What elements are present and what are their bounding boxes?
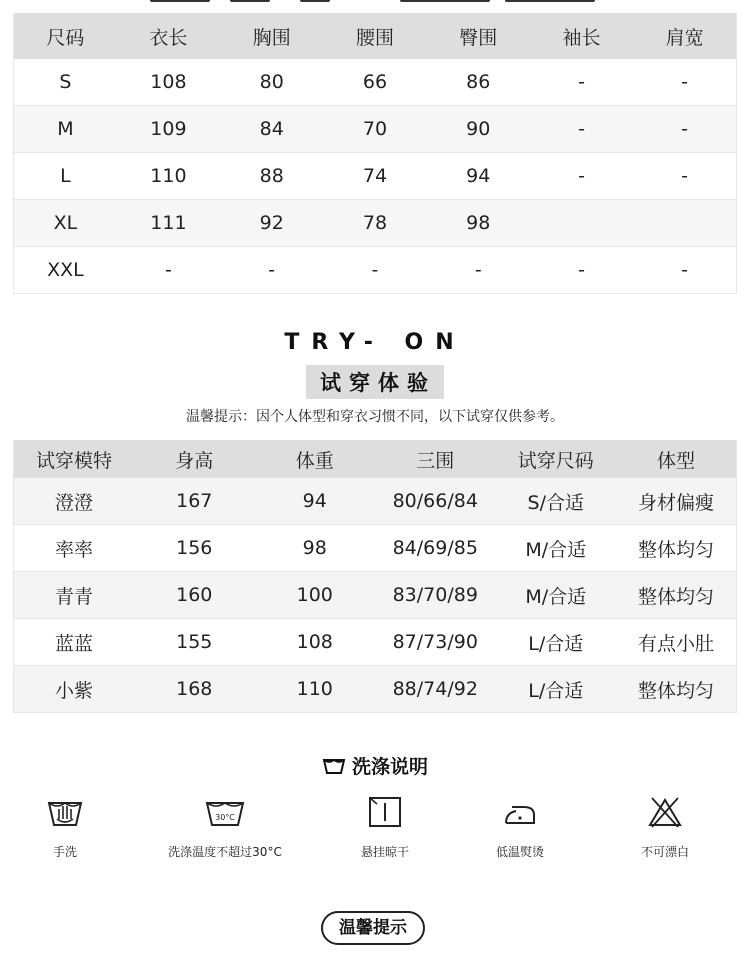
- table-cell: 98: [427, 200, 530, 247]
- table-cell: 小紫: [14, 666, 135, 713]
- table-row: [14, 59, 737, 106]
- table-cell: 94: [427, 153, 530, 200]
- table-cell: 160: [134, 572, 255, 619]
- table-cell: 109: [117, 106, 220, 153]
- tryon-tip: 温馨提示：因个人体型和穿衣习惯不同，以下试穿仅供参考。: [186, 409, 564, 425]
- table-row: [14, 106, 737, 153]
- header-cell: 肩宽: [633, 13, 736, 59]
- table-cell: 66: [323, 59, 426, 106]
- table-cell: 168: [134, 666, 255, 713]
- table-row: [14, 153, 737, 200]
- table-cell: 108: [255, 619, 376, 666]
- table-cell: L/合适: [496, 666, 617, 713]
- care-label: 手洗: [52, 845, 77, 859]
- header-cell: 试穿模特: [14, 440, 135, 478]
- care-icons-row: [0, 795, 750, 875]
- care-item-low-iron: [440, 795, 600, 860]
- table-cell: -: [530, 106, 633, 153]
- table-cell: 110: [117, 153, 220, 200]
- table-row: [14, 247, 737, 294]
- care-label: 低温熨烫: [495, 845, 544, 859]
- table-cell: -: [633, 247, 736, 294]
- table-cell: -: [633, 106, 736, 153]
- table-cell: 整体均匀: [616, 666, 737, 713]
- low-iron-icon: [500, 795, 540, 829]
- table-cell: [633, 200, 736, 247]
- hang-dry-icon: [367, 795, 403, 829]
- table-cell: 84: [220, 106, 323, 153]
- table-cell: 156: [134, 525, 255, 572]
- table-cell: -: [117, 247, 220, 294]
- table-cell: -: [323, 247, 426, 294]
- table-cell: M/合适: [496, 572, 617, 619]
- table-cell: 70: [323, 106, 426, 153]
- care-label: 不可漂白: [640, 845, 689, 859]
- table-cell: 澄澄: [14, 478, 135, 525]
- table-cell: -: [220, 247, 323, 294]
- table-cell: 率率: [14, 525, 135, 572]
- table-cell: 92: [220, 200, 323, 247]
- tryon-subtitle-wrap: [0, 365, 750, 399]
- cropped-previous-heading: [0, 0, 750, 6]
- header-cell: 尺码: [14, 13, 117, 59]
- header-cell: 体型: [616, 440, 737, 478]
- table-cell: XL: [14, 200, 117, 247]
- table-cell: 88/74/92: [375, 666, 496, 713]
- table-cell: -: [530, 153, 633, 200]
- table-cell: 167: [134, 478, 255, 525]
- table-cell: M: [14, 106, 117, 153]
- table-cell: -: [427, 247, 530, 294]
- header-cell: 三围: [375, 440, 496, 478]
- table-cell: 身材偏瘦: [616, 478, 737, 525]
- header-cell: 体重: [255, 440, 376, 478]
- table-cell: 100: [255, 572, 376, 619]
- table-cell: 110: [255, 666, 376, 713]
- table-cell: -: [633, 59, 736, 106]
- table-cell: -: [530, 247, 633, 294]
- table-cell: 80: [220, 59, 323, 106]
- table-cell: M/合适: [496, 525, 617, 572]
- header-cell: 腰围: [323, 13, 426, 59]
- table-cell: 青青: [14, 572, 135, 619]
- table-cell: 整体均匀: [616, 572, 737, 619]
- size-table-header: [14, 13, 737, 59]
- wash-heading-text: 洗涤说明: [351, 756, 428, 778]
- wash-tub-icon: [322, 756, 346, 776]
- size-table: [13, 13, 737, 294]
- care-item-no-bleach: [585, 795, 745, 860]
- header-cell: 试穿尺码: [496, 440, 617, 478]
- table-row: [14, 525, 737, 572]
- wash-heading: [0, 752, 750, 779]
- table-cell: 88: [220, 153, 323, 200]
- table-row: [14, 478, 737, 525]
- table-cell: XXL: [14, 247, 117, 294]
- table-cell: 蓝蓝: [14, 619, 135, 666]
- table-cell: 108: [117, 59, 220, 106]
- tryon-subtitle: 试穿体验: [306, 365, 444, 399]
- table-cell: 86: [427, 59, 530, 106]
- tryon-title: TRY- ON: [284, 330, 466, 355]
- hand-wash-icon: [45, 795, 85, 829]
- table-cell: 78: [323, 200, 426, 247]
- header-cell: 衣长: [117, 13, 220, 59]
- table-cell: 98: [255, 525, 376, 572]
- table-row: [14, 572, 737, 619]
- table-cell: -: [530, 59, 633, 106]
- table-cell: 83/70/89: [375, 572, 496, 619]
- care-item-wash-30: [145, 795, 305, 860]
- header-cell: 臀围: [427, 13, 530, 59]
- table-cell: 有点小肚: [616, 619, 737, 666]
- warm-tips-pill: 温馨提示: [321, 911, 425, 945]
- tryon-table-header: [14, 440, 737, 478]
- care-item-hand-wash: [0, 795, 145, 860]
- care-label: 洗涤温度不超过30°C: [168, 845, 282, 859]
- no-bleach-icon: [645, 795, 685, 829]
- table-row: [14, 200, 737, 247]
- table-cell: 74: [323, 153, 426, 200]
- table-cell: 111: [117, 200, 220, 247]
- table-cell: 94: [255, 478, 376, 525]
- table-cell: [530, 200, 633, 247]
- table-cell: L: [14, 153, 117, 200]
- header-cell: 胸围: [220, 13, 323, 59]
- table-cell: 87/73/90: [375, 619, 496, 666]
- table-cell: 90: [427, 106, 530, 153]
- table-row: [14, 619, 737, 666]
- table-row: [14, 666, 737, 713]
- table-cell: 84/69/85: [375, 525, 496, 572]
- table-cell: 整体均匀: [616, 525, 737, 572]
- tryon-table: [13, 440, 737, 713]
- table-cell: S: [14, 59, 117, 106]
- table-cell: S/合适: [496, 478, 617, 525]
- table-cell: -: [633, 153, 736, 200]
- table-cell: 80/66/84: [375, 478, 496, 525]
- care-label: 悬挂晾干: [360, 845, 409, 859]
- wash-30-icon: [204, 795, 246, 829]
- header-cell: 身高: [134, 440, 255, 478]
- table-cell: 155: [134, 619, 255, 666]
- header-cell: 袖长: [530, 13, 633, 59]
- wash-temperature-text: 30°C: [215, 813, 235, 822]
- table-cell: L/合适: [496, 619, 617, 666]
